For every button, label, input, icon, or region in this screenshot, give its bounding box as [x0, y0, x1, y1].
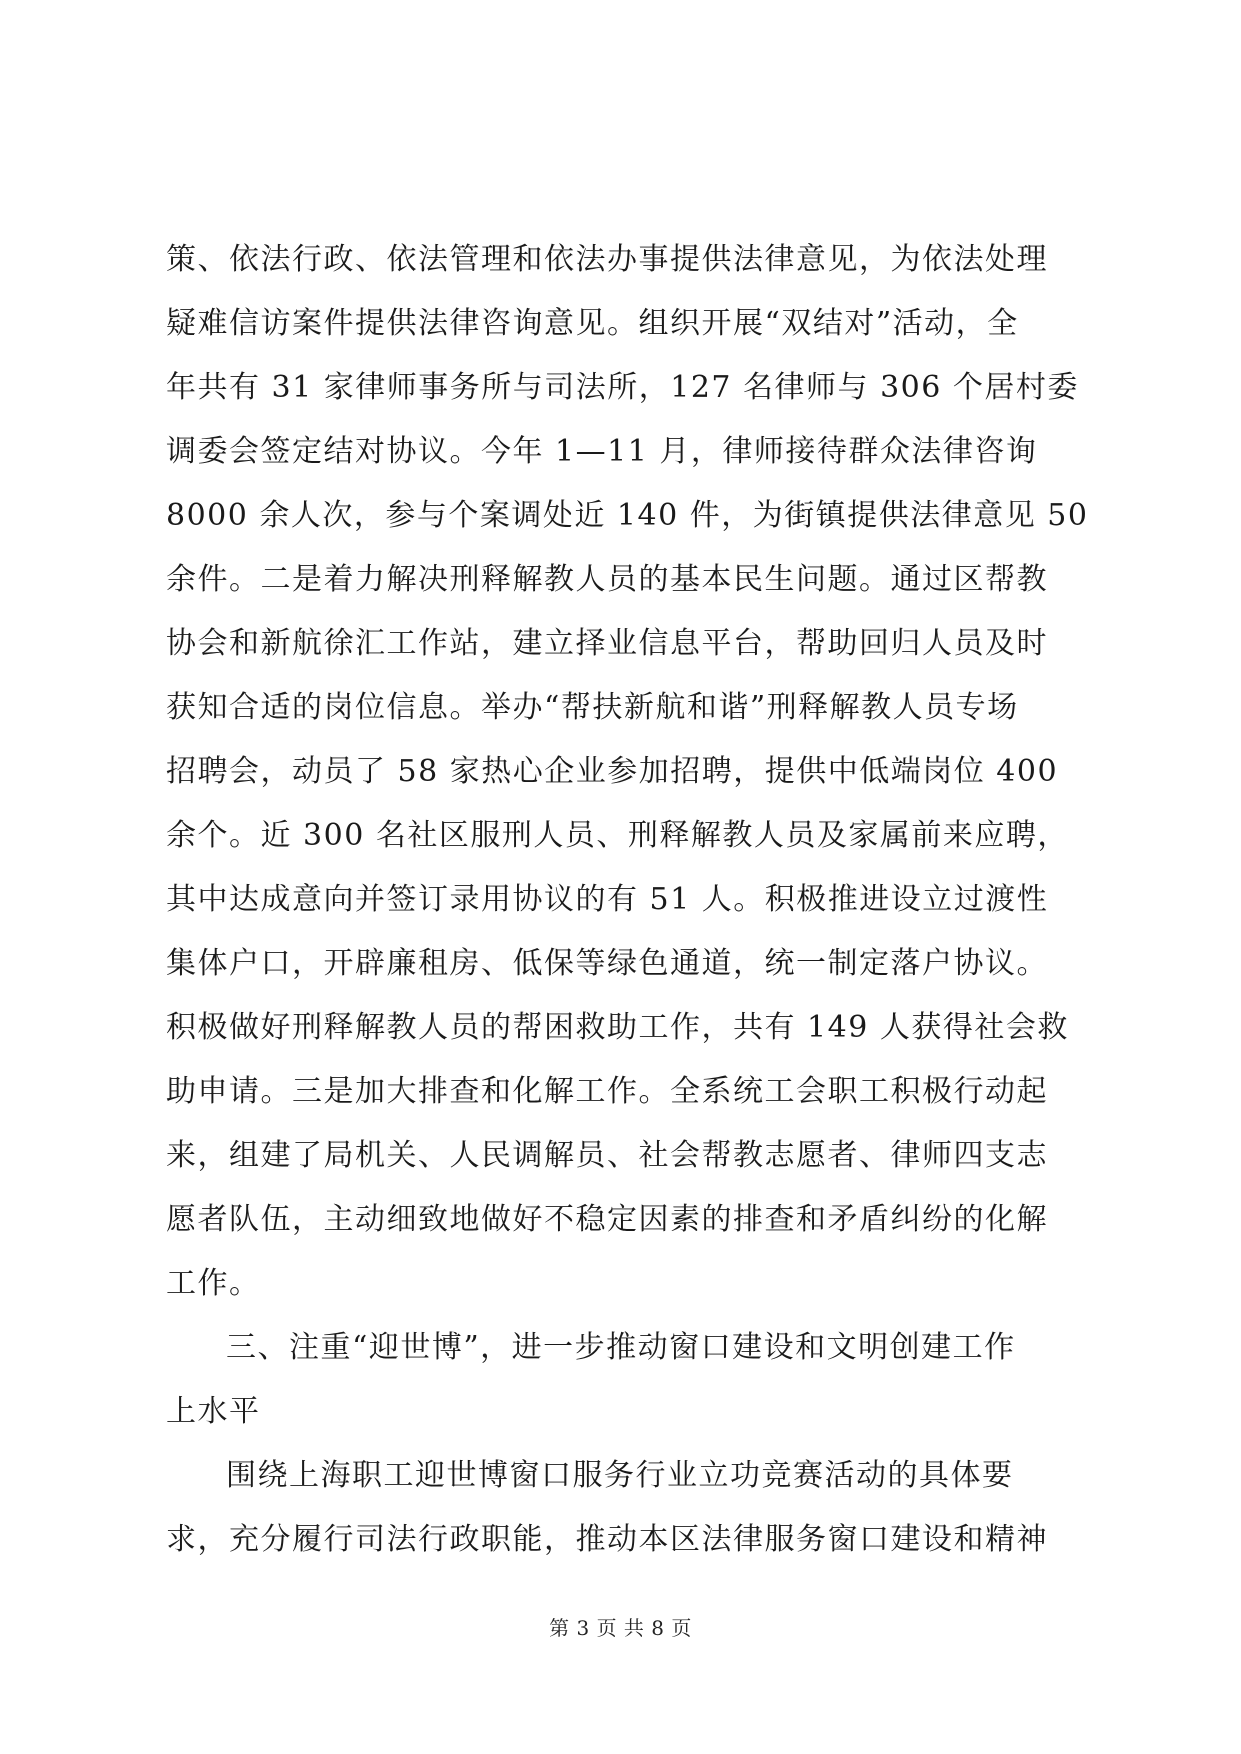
text-line: 招聘会，动员了 58 家热心企业参加招聘，提供中低端岗位 400 [166, 754, 1059, 789]
text-line: 助申请。三是加大排查和化解工作。全系统工会职工积极行动起 [166, 1074, 1048, 1109]
section-heading-continuation: 上水平 [166, 1394, 261, 1429]
text-line: 8000 余人次，参与个案调处近 140 件，为街镇提供法律意见 50 [166, 498, 1089, 533]
document-body [166, 228, 1089, 1572]
text-line: 积极做好刑释解教人员的帮困救助工作，共有 149 人获得社会救 [166, 1010, 1069, 1045]
text-line: 其中达成意向并签订录用协议的有 51 人。积极推进设立过渡性 [166, 882, 1049, 917]
page-number-footer: 第 3 页 共 8 页 [549, 1616, 692, 1640]
text-line: 获知合适的岗位信息。举办“帮扶新航和谐”刑释解教人员专场 [166, 690, 1019, 725]
text-line: 余件。二是着力解决刑释解教人员的基本民生问题。通过区帮教 [166, 562, 1048, 597]
text-line: 调委会签定结对协议。今年 1—11 月，律师接待群众法律咨询 [166, 434, 1038, 469]
text-line: 愿者队伍，主动细致地做好不稳定因素的排查和矛盾纠纷的化解 [166, 1202, 1048, 1237]
text-line: 协会和新航徐汇工作站，建立择业信息平台，帮助回归人员及时 [166, 626, 1048, 661]
text-line: 集体户口，开辟廉租房、低保等绿色通道，统一制定落户协议。 [166, 946, 1048, 981]
text-line: 年共有 31 家律师事务所与司法所，127 名律师与 306 个居村委 [166, 370, 1079, 405]
section-heading: 三、注重“迎世博”，进一步推动窗口建设和文明创建工作 [226, 1330, 1016, 1365]
text-line: 围绕上海职工迎世博窗口服务行业立功竞赛活动的具体要 [226, 1458, 1014, 1493]
text-line: 疑难信访案件提供法律咨询意见。组织开展“双结对”活动，全 [166, 306, 1019, 341]
text-line: 工作。 [166, 1266, 261, 1301]
text-line: 余个。近 300 名社区服刑人员、刑释解教人员及家属前来应聘， [166, 818, 1069, 853]
text-line: 策、依法行政、依法管理和依法办事提供法律意见，为依法处理 [166, 242, 1048, 277]
text-line: 来，组建了局机关、人民调解员、社会帮教志愿者、律师四支志 [166, 1138, 1048, 1173]
text-line: 求，充分履行司法行政职能，推动本区法律服务窗口建设和精神 [166, 1522, 1048, 1557]
